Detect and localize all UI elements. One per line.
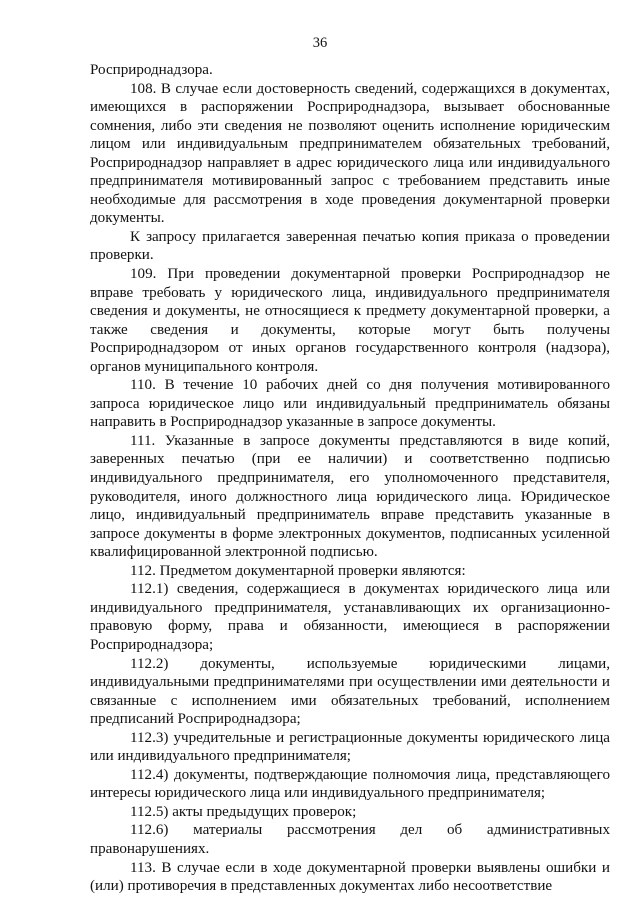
paragraph: 108. В случае если достоверность сведений, содержащихся в документах, имеющихся в распоряжении Росприроднадзора, вызывает обоснованные сомнения, либо эти сведения не позволяют оценить исполнение юридическим лицом или индивидуальным предпринимателем обязательных требований, Росприроднадзор направляет в адрес юридического лица или индивидуального предпринимателя мотивированный запрос с требованием представить иные необходимые для рассмотрения в ходе проведения документарной проверки документы. xyxy=(90,80,610,227)
paragraph: 112.3) учредительные и регистрационные документы юридического лица или индивидуального предпринимателя; xyxy=(90,729,610,765)
paragraph: Росприроднадзора. xyxy=(90,62,213,78)
paragraph: 112.4) документы, подтверждающие полномочия лица, представляющего интересы юридического лица или индивидуального предпринимателя; xyxy=(90,766,610,802)
paragraph: 110. В течение 10 рабочих дней со дня получения мотивированного запроса юридическое лицо или индивидуальный предприниматель обязаны направить в Росприроднадзор указанные в запросе документы. xyxy=(90,377,610,431)
paragraph: 112.5) акты предыдущих проверок; xyxy=(130,803,357,820)
paragraph: 111. Указанные в запросе документы представляются в виде копий, заверенных печатью (при ее наличии) и соответственно подписью индивидуального предпринимателя, его уполномоченного представителя, руководителя, иного должностного лица юридического лица. Юридическое лицо, индивидуальный предприниматель вправе представить указанные в запросе документы в форме электронных документов, подписанных усиленной квалифицированной электронной подписью. xyxy=(90,432,610,561)
document-body xyxy=(90,61,610,896)
paragraph: 112.2) документы, используемые юридическими лицами, индивидуальными предпринимателями при осуществлении ими деятельности и связанные с исполнением ими обязательных требований, исполнением предписаний Росприроднадзора; xyxy=(90,655,610,728)
paragraph: 112.1) сведения, содержащиеся в документах юридического лица или индивидуального предпринимателя, устанавливающих их организационно-правовую форму, права и обязанности, имеющиеся в распоряжении Росприроднадзора; xyxy=(90,581,610,653)
paragraph: 113. В случае если в ходе документарной проверки выявлены ошибки и (или) противоречия в представленных документах либо несоответствие xyxy=(90,859,610,895)
page-number: 36 xyxy=(312,35,328,51)
paragraph: 112. Предметом документарной проверки являются: xyxy=(130,562,466,579)
paragraph: К запросу прилагается заверенная печатью копия приказа о проведении проверки. xyxy=(90,228,610,264)
paragraph: 109. При проведении документарной проверки Росприроднадзор не вправе требовать у юридического лица, индивидуального предпринимателя сведения и документы, не относящиеся к предмету документарной проверки, а также сведения и документы, которые могут быть получены Росприроднадзором от иных органов государственного контроля (надзора), органов муниципального контроля. xyxy=(90,266,610,375)
paragraph: 112.6) материалы рассмотрения дел об административных правонарушениях. xyxy=(90,822,610,857)
